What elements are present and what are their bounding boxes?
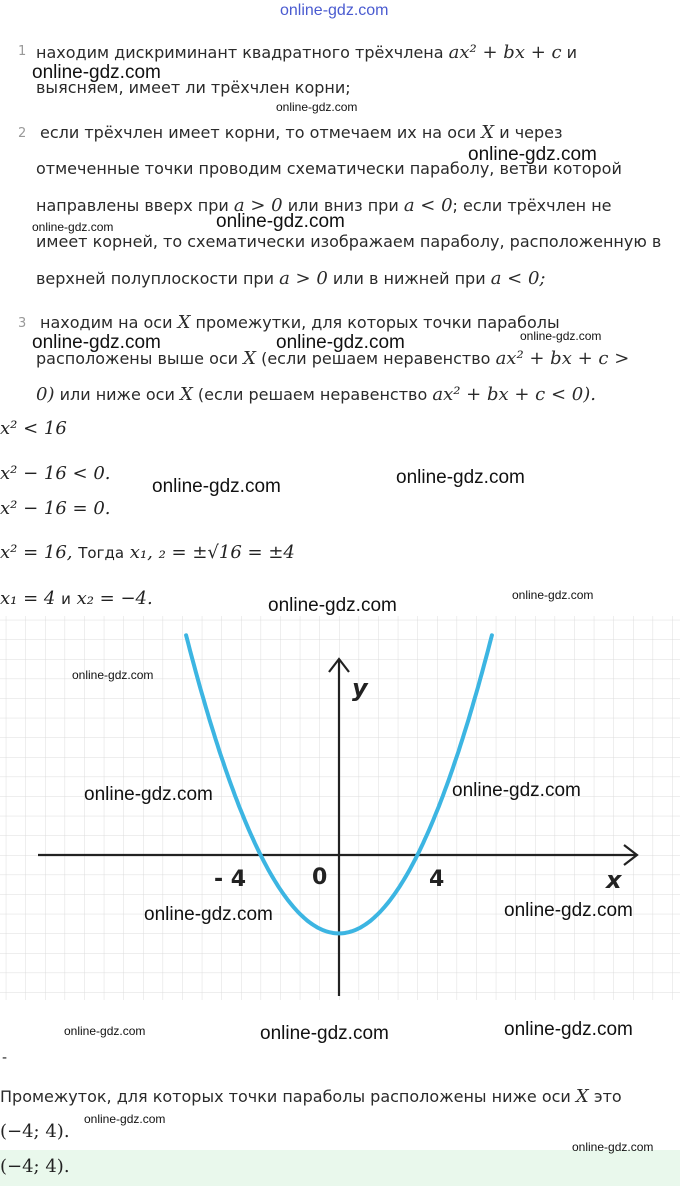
watermark: online-gdz.com bbox=[268, 595, 397, 616]
conclusion-text: Промежуток, для которых точки параболы расположены ниже оси bbox=[0, 1087, 571, 1106]
watermark: online-gdz.com bbox=[504, 900, 633, 921]
step-2-line-5 bbox=[36, 268, 545, 289]
watermark: online-gdz.com bbox=[216, 211, 345, 232]
tick-label-minus-4: - 4 bbox=[214, 867, 247, 892]
watermark: online-gdz.com bbox=[572, 1140, 654, 1154]
conclusion-interval: (−4; 4). bbox=[0, 1121, 70, 1142]
step-3-text-f: (если решаем неравенство bbox=[197, 385, 428, 404]
watermark: online-gdz.com bbox=[32, 62, 161, 83]
solution-line-3: x² − 16 = 0. bbox=[0, 498, 111, 519]
step-2-cond-pos-2: a > 0 bbox=[279, 268, 328, 289]
answer-box bbox=[0, 1150, 680, 1186]
solution-eq-5b: x₂ = −4. bbox=[76, 588, 153, 609]
solution-eq-4b: x₁, ₂ = ±√16 = ±4 bbox=[129, 542, 295, 563]
watermark: online-gdz.com bbox=[64, 1024, 146, 1038]
step-1-math: ax² + bx + c bbox=[448, 42, 562, 63]
step-2-line-2: отмеченные точки проводим схематически параболу, ветви которой bbox=[36, 159, 622, 178]
watermark: online-gdz.com bbox=[504, 1019, 633, 1040]
step-1-line-1 bbox=[36, 42, 577, 63]
step-3-axis-3: X bbox=[179, 384, 193, 405]
watermark: online-gdz.com bbox=[84, 784, 213, 805]
step-3-line-1 bbox=[40, 312, 560, 333]
step-3-axis: X bbox=[177, 312, 191, 333]
step-2-cond-pos: a > 0 bbox=[233, 195, 283, 216]
step-3-text-c: расположены выше оси bbox=[36, 349, 239, 368]
step-number-3: 3 bbox=[18, 316, 27, 331]
step-3-ineq-gt: ax² + bx + c > bbox=[495, 348, 630, 369]
watermark: online-gdz.com bbox=[520, 329, 602, 343]
solution-line-2: x² − 16 < 0. bbox=[0, 463, 111, 484]
step-3-line-3 bbox=[36, 384, 596, 405]
separator-dash: - bbox=[2, 1050, 8, 1066]
step-3-text-b: промежутки, для которых точки параболы bbox=[195, 313, 560, 332]
step-2-text-e: ; если трёхчлен не bbox=[452, 196, 612, 215]
step-3-ineq-gt-end: 0) bbox=[36, 384, 55, 405]
tick-label-4: 4 bbox=[429, 867, 445, 892]
step-3-text-a: находим на оси bbox=[40, 313, 173, 332]
conclusion-tail: это bbox=[593, 1087, 622, 1106]
watermark: online-gdz.com bbox=[72, 668, 154, 682]
watermark: online-gdz.com bbox=[152, 476, 281, 497]
watermark: online-gdz.com bbox=[84, 1112, 166, 1126]
watermark: online-gdz.com bbox=[396, 467, 525, 488]
watermark: online-gdz.com bbox=[32, 220, 114, 234]
watermark: online-gdz.com bbox=[452, 780, 581, 801]
header-watermark: online-gdz.com bbox=[280, 2, 389, 19]
step-number-1: 1 bbox=[18, 44, 27, 59]
watermark: online-gdz.com bbox=[144, 904, 273, 925]
solution-line-5 bbox=[0, 588, 153, 609]
solution-then: Тогда bbox=[78, 544, 125, 562]
solution-line-4 bbox=[0, 542, 295, 563]
step-3-text-e: или ниже оси bbox=[59, 385, 175, 404]
step-2-text-a: если трёхчлен имеет корни, то отмечаем их на оси bbox=[40, 123, 477, 142]
y-axis-label: y bbox=[352, 674, 368, 702]
step-2-text-d: или вниз при bbox=[287, 196, 399, 215]
solution-line-1: x² < 16 bbox=[0, 418, 67, 439]
conclusion-line bbox=[0, 1086, 622, 1107]
step-2-cond-neg: a < 0 bbox=[403, 195, 453, 216]
step-1-tail: и bbox=[566, 43, 578, 62]
watermark: online-gdz.com bbox=[32, 332, 161, 353]
solution-and: и bbox=[61, 590, 71, 608]
step-2-line-1 bbox=[40, 122, 563, 143]
step-1-line-2: выясняем, имеет ли трёхчлен корни; bbox=[36, 78, 351, 97]
step-3-ineq-lt: ax² + bx + c < 0). bbox=[432, 384, 596, 405]
watermark: online-gdz.com bbox=[512, 588, 594, 602]
answer-value: (−4; 4). bbox=[0, 1156, 70, 1177]
watermark: online-gdz.com bbox=[468, 144, 597, 165]
step-2-text-g: или в нижней при bbox=[332, 269, 486, 288]
tick-label-0: 0 bbox=[312, 865, 328, 890]
step-2-cond-neg-2: a < 0; bbox=[490, 268, 546, 289]
step-2-text-c: направлены вверх при bbox=[36, 196, 229, 215]
solution-eq-4a: x² = 16, bbox=[0, 542, 73, 563]
step-3-text-d: (если решаем неравенство bbox=[261, 349, 491, 368]
step-3-axis-2: X bbox=[243, 348, 256, 369]
watermark: online-gdz.com bbox=[276, 332, 405, 353]
solution-eq-5a: x₁ = 4 bbox=[0, 588, 56, 609]
watermark: online-gdz.com bbox=[276, 100, 358, 114]
step-2-text-f: верхней полуплоскости при bbox=[36, 269, 274, 288]
step-1-text: находим дискриминант квадратного трёхчлена bbox=[36, 43, 444, 62]
step-2-axis: X bbox=[481, 122, 495, 143]
watermark: online-gdz.com bbox=[260, 1023, 389, 1044]
step-number-2: 2 bbox=[18, 126, 27, 141]
step-2-text-b: и через bbox=[499, 123, 563, 142]
x-axis-label: x bbox=[606, 866, 622, 894]
step-2-line-4: имеет корней, то схематически изображаем параболу, расположенную в bbox=[36, 232, 662, 251]
conclusion-axis: X bbox=[575, 1086, 589, 1107]
